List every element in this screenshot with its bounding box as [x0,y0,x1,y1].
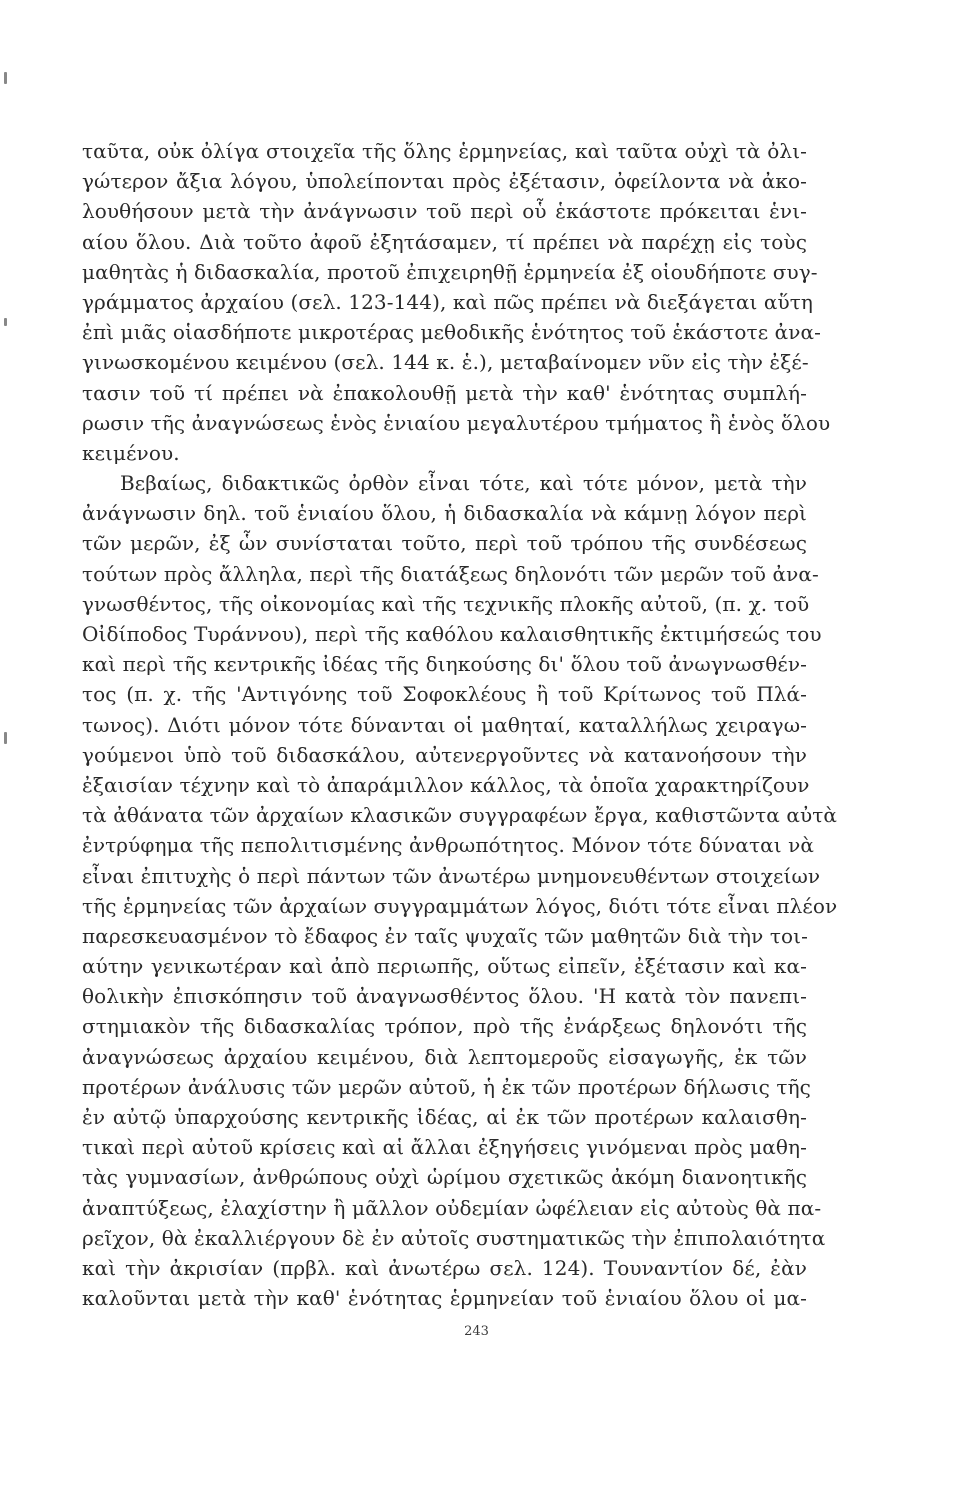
text-line: τούτων πρὸς ἄλληλα, περὶ τῆς διατάξεως δηλονότι τῶν μερῶν τοῦ ἀνα- [82,561,819,586]
text-line: γνωσθέντος, τῆς οἰκονομίας καὶ τῆς τεχνικῆς πλοκῆς αὐτοῦ, (π. χ. τοῦ [82,591,810,616]
text-line: στημιακὸν τῆς διδασκαλίας τρόπον, πρὸ τῆς ἐνάρξεως δηλονότι τῆς [82,1014,807,1039]
text-line: εἶναι ἐπιτυχὴς ὁ περὶ πάντων τῶν ἀνωτέρω μνημονευθέντων στοιχείων [82,863,821,888]
text-line: ταῦτα, οὐκ ὀλίγα στοιχεῖα τῆς ὅλης ἑρμηνείας, καὶ ταῦτα οὐχὶ τὰ ὀλι- [82,139,807,163]
text-line: αίου ὅλου. Διὰ τοῦτο ἀφοῦ ἐξητάσαμεν, τί πρέπει νὰ παρέχῃ εἰς τοὺς [82,229,807,254]
text-line: λουθήσουν μετὰ τὴν ἀνάγνωσιν τοῦ περὶ οὗ ἑκάστοτε πρόκειται ἑνι- [82,199,807,224]
text-line: ἀναπτύξεως, ἐλαχίστην ἢ μᾶλλον οὐδεμίαν ὠφέλειαν εἰς αὐτοὺς θὰ πα- [82,1195,822,1220]
text-line: προτέρων ἀνάλυσις τῶν μερῶν αὐτοῦ, ἡ ἐκ τῶν προτέρων δήλωσις τῆς [82,1074,811,1099]
text-line: ἐξαισίαν τέχνην καὶ τὸ ἀπαράμιλλον κάλλος, τὰ ὁποῖα χαρακτηρίζουν [82,772,810,797]
text-line: αύτην γενικωτέραν καὶ ἀπὸ περιωπῆς, οὕτως εἰπεῖν, ἐξέτασιν καὶ κα- [82,954,807,979]
text-line: ρεῖχον, θὰ ἐκαλλιέργουν δὲ ἐν αὐτοῖς συστηματικῶς τὴν ἐπιπολαιότητα [82,1225,826,1250]
text-line: καὶ περὶ τῆς κεντρικῆς ἰδέας τῆς διηκούσης δι' ὅλου τοῦ ἀνωγνωσθέν- [82,652,807,677]
text-line: κειμένου. [82,440,180,465]
scan-mark [4,318,7,326]
text-line: καὶ τὴν ἀκρισίαν (πρβλ. καὶ ἀνωτέρω σελ. 124). Τουναντίον δέ, ἐὰν [82,1255,807,1280]
body-text [82,136,838,1313]
text-line: γινωσκομένου κειμένου (σελ. 144 κ. ἑ.), μεταβαίνομεν νῦν εἰς τὴν ἐξέ- [82,350,809,375]
text-line: ἐπὶ μιᾶς οἱασδήποτε μικροτέρας μεθοδικῆς ἑνότητος τοῦ ἑκάστοτε ἀνα- [82,320,821,345]
scan-mark [4,732,7,744]
text-line: Οἰδίποδος Τυράννου), περὶ τῆς καθόλου καλαισθητικῆς ἐκτιμήσεώς του [82,622,822,646]
text-line: τος (π. χ. τῆς 'Αντιγόνης τοῦ Σοφοκλέους ἢ τοῦ Κρίτωνος τοῦ Πλά- [82,682,807,707]
text-line: γράμματος ἀρχαίου (σελ. 123-144), καὶ πῶς πρέπει νὰ διεξάγεται αὕτη [82,289,813,314]
text-line: τῶν μερῶν, ἐξ ὧν συνίσταται τοῦτο, περὶ τοῦ τρόπου τῆς συνδέσεως [82,531,807,556]
text-line: τὰ ἀθάνατα τῶν ἀρχαίων κλασικῶν συγγραφέων ἔργα, καθιστῶντα αὐτὰ [82,803,837,828]
text-line: γούμενοι ὑπὸ τοῦ διδασκάλου, αὐτενεργοῦντες νὰ κατανοήσουν τὴν [82,742,807,767]
text-line: γώτερον ἄξια λόγου, ὑπολείπονται πρὸς ἐξέτασιν, ὀφείλοντα νὰ ἀκο- [82,169,807,194]
text-line: θολικὴν ἐπισκόπησιν τοῦ ἀναγνωσθέντος ὅλου. 'Η κατὰ τὸν πανεπι- [82,984,807,1009]
text-line: ἐν αὐτῷ ὑπαρχούσης κεντρικῆς ἰδέας, αἱ ἐκ τῶν προτέρων καλαισθη- [82,1105,807,1129]
text-line: ἀνάγνωσιν δηλ. τοῦ ἑνιαίου ὅλου, ἡ διδασκαλία νὰ κάμνῃ λόγον περὶ [82,501,807,526]
text-line: ἐντρύφημα τῆς πεπολιτισμένης ἀνθρωπότητος. Μόνον τότε δύναται νὰ [82,833,814,858]
text-line: ἀναγνώσεως ἀρχαίου κειμένου, διὰ λεπτομεροῦς εἰσαγωγῆς, ἐκ τῶν [82,1044,807,1069]
paragraph-start-line: Βεβαίως, διδακτικῶς ὀρθὸν εἶναι τότε, καὶ τότε μόνον, μετὰ τὴν [120,471,807,496]
text-line: τασιν τοῦ τί πρέπει νὰ ἐπακολουθῇ μετὰ τὴν καθ' ἑνότητας συμπλή- [82,380,807,405]
text-line: τῆς ἑρμηνείας τῶν ἀρχαίων συγγραμμάτων λόγος, διότι τότε εἶναι πλέον [82,893,838,918]
text-line: ρωσιν τῆς ἀναγνώσεως ἑνὸς ἑνιαίου μεγαλυτέρου τμήματος ἢ ἑνὸς ὅλου [82,410,831,435]
text-line: καλοῦνται μετὰ τὴν καθ' ἑνότητας ἑρμηνείαν τοῦ ἑνιαίου ὅλου οἱ μα- [82,1286,807,1311]
scan-mark [4,72,7,84]
text-line: τικαὶ περὶ αὐτοῦ κρίσεις καὶ αἱ ἄλλαι ἐξηγήσεις γινόμεναι πρὸς μαθη- [82,1135,807,1160]
text-line: μαθητὰς ἡ διδασκαλία, προτοῦ ἐπιχειρηθῇ ἑρμηνεία ἐξ οἱουδήποτε συγ- [82,259,818,284]
page-number: 243 [464,1324,489,1339]
text-line: τωνος). Διότι μόνον τότε δύνανται οἱ μαθηταί, καταλλήλως χειραγω- [82,712,807,737]
text-line: τὰς γυμνασίων, ἀνθρώπους οὐχὶ ὡρίμου σχετικῶς ἀκόμη διανοητικῆς [82,1165,807,1190]
text-line: παρεσκευασμένον τὸ ἔδαφος ἐν ταῖς ψυχαῖς τῶν μαθητῶν διὰ τὴν τοι- [82,923,808,948]
